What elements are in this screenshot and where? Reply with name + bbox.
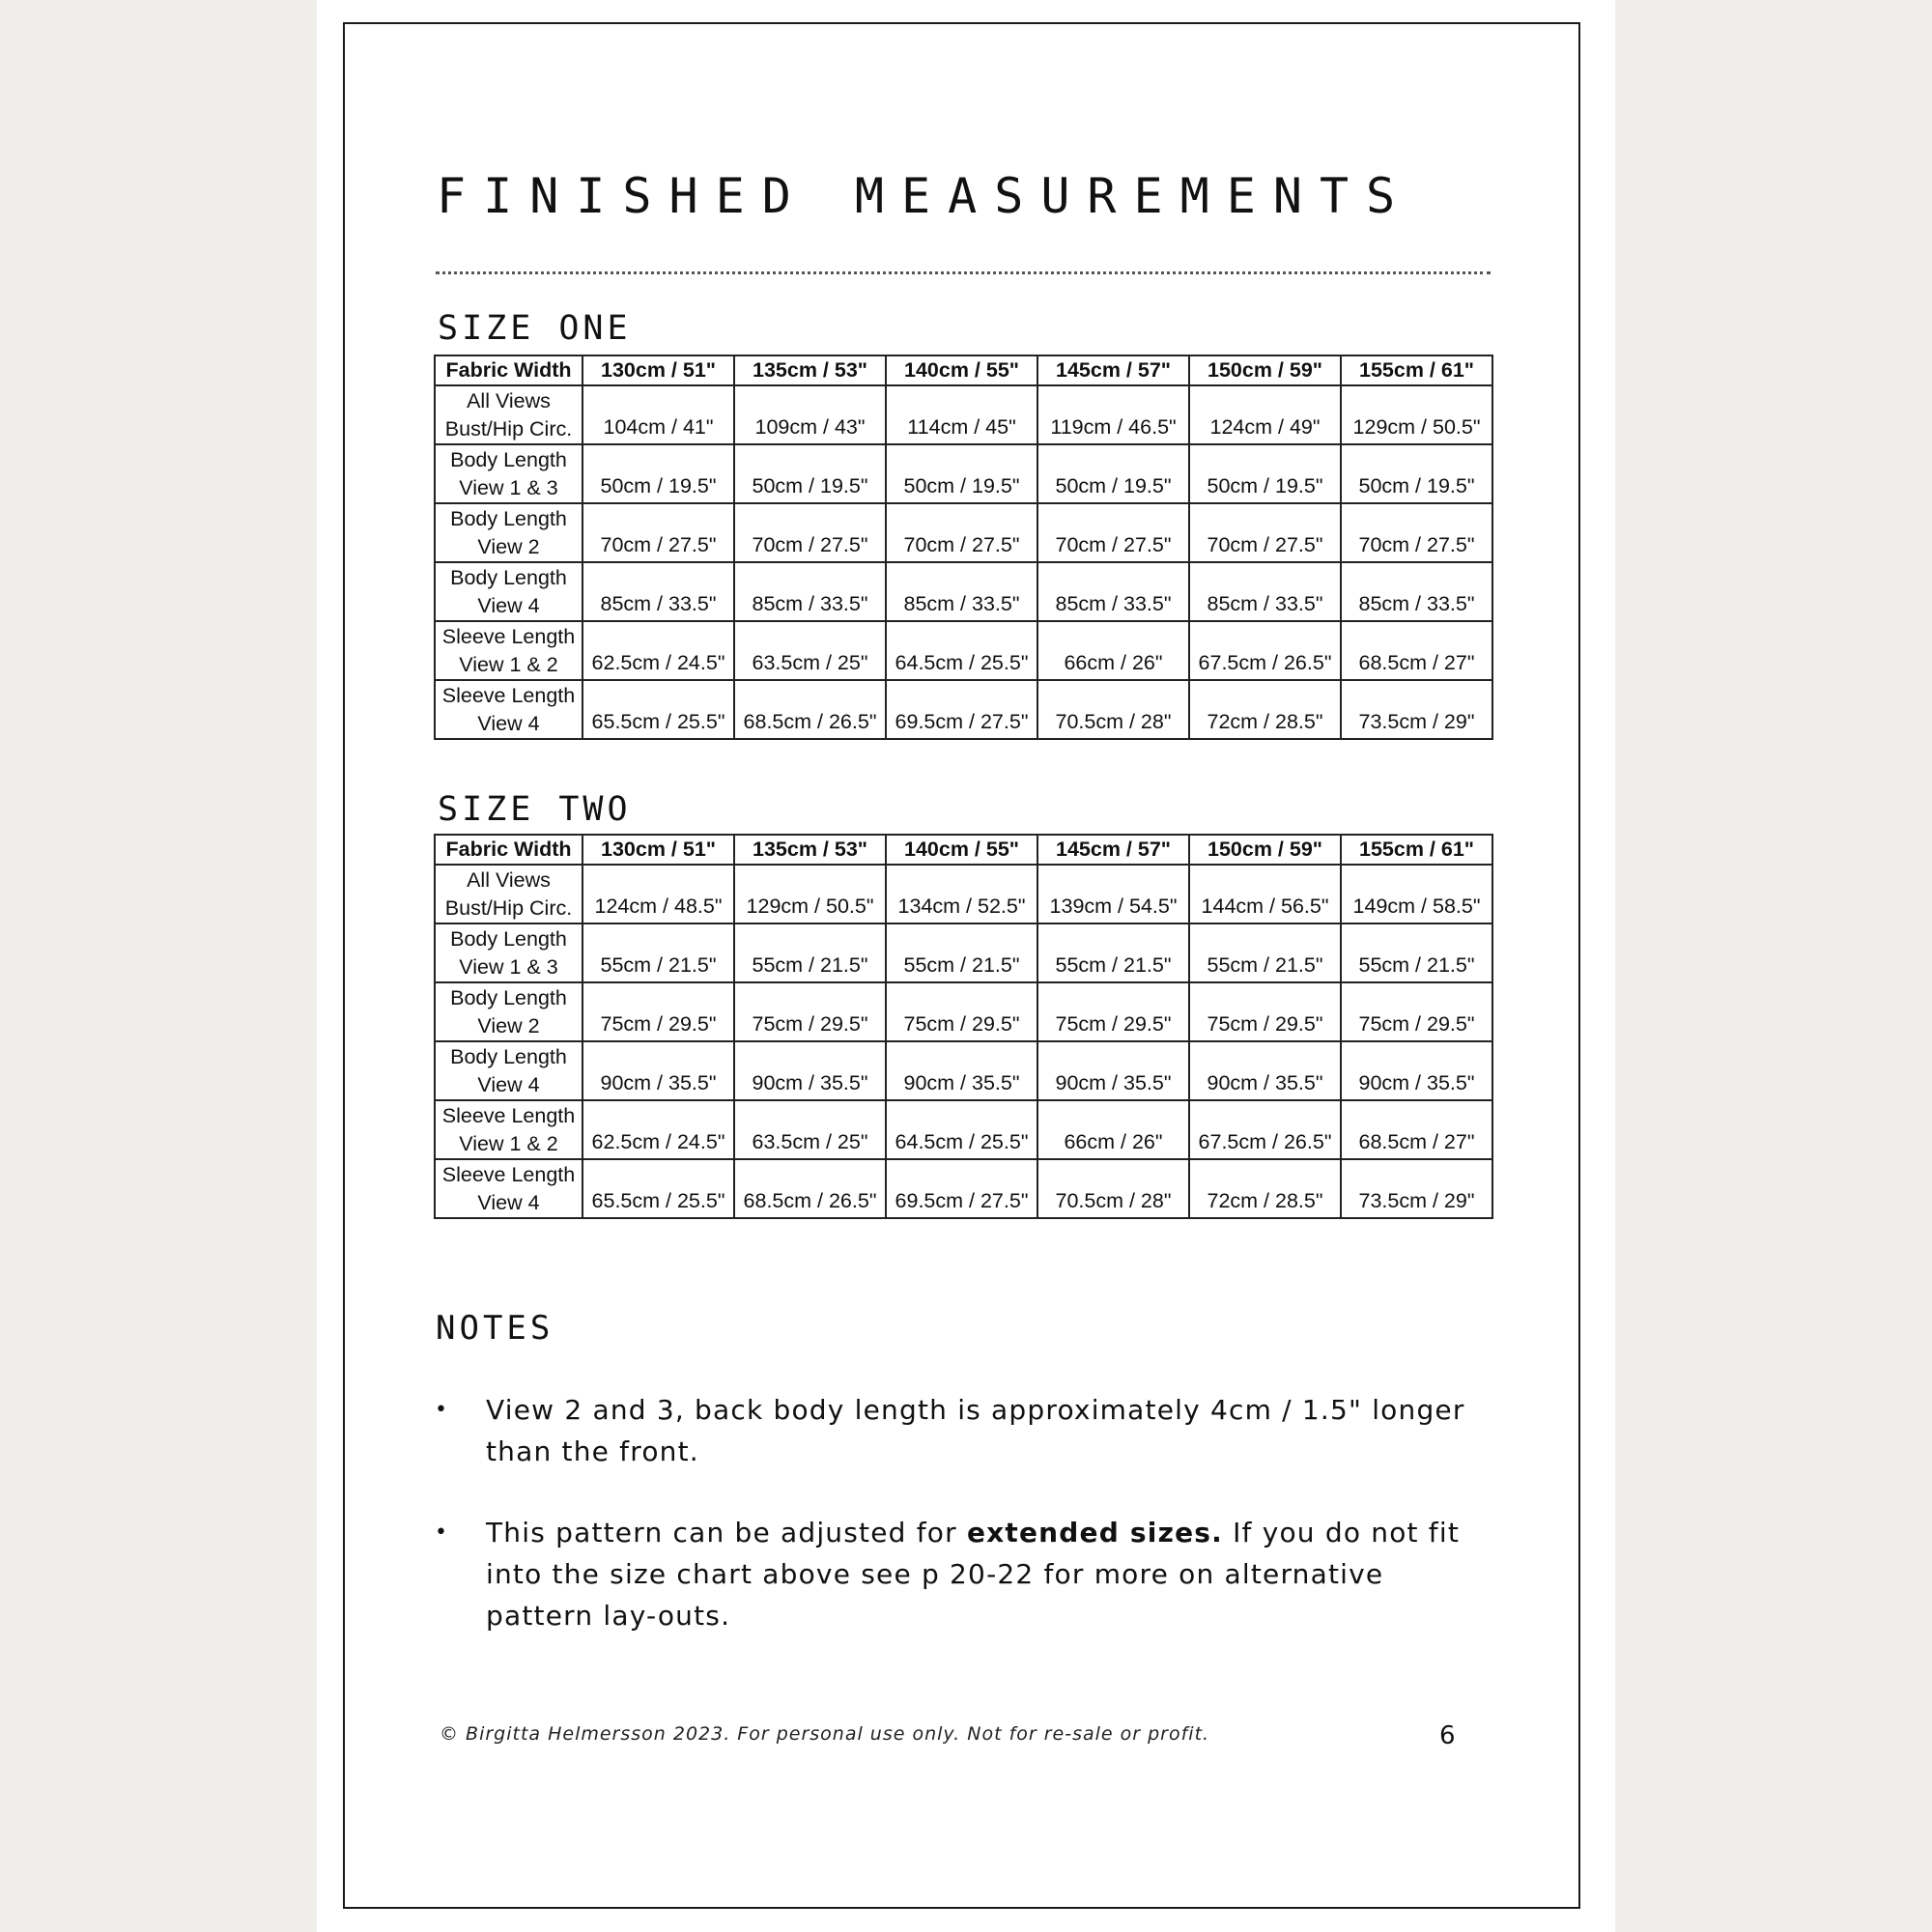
header-fabric-width-value: 135cm / 53" [734, 835, 886, 865]
header-fabric-width-value: 155cm / 61" [1341, 835, 1492, 865]
row-label [435, 503, 582, 562]
table-cell: 70cm / 27.5" [734, 503, 886, 562]
table-cell: 70.5cm / 28" [1037, 680, 1189, 739]
row-label [435, 1100, 582, 1159]
bullet-icon: • [435, 1398, 449, 1422]
note-text-part: View 2 and 3, back body length is approximately 4cm / 1.5" longer than the front. [486, 1394, 1465, 1467]
row-label-line: View 2 [477, 1013, 540, 1037]
row-label-line: Body Length [450, 1044, 567, 1068]
table-cell: 149cm / 58.5" [1341, 865, 1492, 923]
header-fabric-width-value: 140cm / 55" [886, 835, 1037, 865]
row-label-line: View 1 & 3 [459, 475, 558, 499]
table-cell: 90cm / 35.5" [1341, 1041, 1492, 1100]
table-cell: 139cm / 54.5" [1037, 865, 1189, 923]
row-label [435, 923, 582, 982]
note-item [435, 1512, 1497, 1636]
table-cell: 75cm / 29.5" [734, 982, 886, 1041]
table-cell: 67.5cm / 26.5" [1189, 621, 1341, 680]
table-cell: 90cm / 35.5" [734, 1041, 886, 1100]
row-label-line: View 4 [477, 1190, 540, 1214]
table-cell: 129cm / 50.5" [734, 865, 886, 923]
table-cell: 55cm / 21.5" [1341, 923, 1492, 982]
row-label-line: Bust/Hip Circ. [444, 895, 573, 920]
table-cell: 64.5cm / 25.5" [886, 621, 1037, 680]
table-cell: 129cm / 50.5" [1341, 385, 1492, 444]
table-cell: 85cm / 33.5" [1037, 562, 1189, 621]
table-cell: 50cm / 19.5" [1341, 444, 1492, 503]
table-cell: 50cm / 19.5" [734, 444, 886, 503]
table-cell: 69.5cm / 27.5" [886, 1159, 1037, 1218]
row-label-line: Sleeve Length [441, 624, 576, 648]
table-cell: 62.5cm / 24.5" [582, 1100, 734, 1159]
table-cell: 64.5cm / 25.5" [886, 1100, 1037, 1159]
row-label-line: Sleeve Length [441, 683, 576, 707]
table-cell: 75cm / 29.5" [1189, 982, 1341, 1041]
row-label-line: View 1 & 2 [459, 1131, 558, 1155]
table-cell: 63.5cm / 25" [734, 1100, 886, 1159]
row-label-line: Body Length [450, 565, 567, 589]
table-row [435, 1041, 1492, 1100]
table-cell: 134cm / 52.5" [886, 865, 1037, 923]
header-fabric-width-value: 150cm / 59" [1189, 835, 1341, 865]
notes-heading: NOTES [436, 1309, 554, 1348]
header-fabric-width-value: 155cm / 61" [1341, 355, 1492, 385]
row-label-line: Sleeve Length [441, 1103, 576, 1127]
row-label-line: View 1 & 2 [459, 652, 558, 676]
table-cell: 124cm / 49" [1189, 385, 1341, 444]
table-row [435, 1100, 1492, 1159]
table-cell: 90cm / 35.5" [886, 1041, 1037, 1100]
header-fabric-width-value: 145cm / 57" [1037, 355, 1189, 385]
table-cell: 65.5cm / 25.5" [582, 1159, 734, 1218]
row-label [435, 1041, 582, 1100]
page-number: 6 [1439, 1721, 1456, 1750]
row-label-line: All Views [467, 388, 551, 412]
table-cell: 66cm / 26" [1037, 621, 1189, 680]
table-cell: 70cm / 27.5" [886, 503, 1037, 562]
table-cell: 72cm / 28.5" [1189, 1159, 1341, 1218]
row-label-line: Body Length [450, 447, 567, 471]
table-cell: 62.5cm / 24.5" [582, 621, 734, 680]
row-label-line: View 1 & 3 [459, 954, 558, 979]
table-cell: 68.5cm / 26.5" [734, 680, 886, 739]
row-label-line: Body Length [450, 506, 567, 530]
row-label [435, 680, 582, 739]
table-row [435, 385, 1492, 444]
row-label [435, 562, 582, 621]
header-fabric-width-value: 135cm / 53" [734, 355, 886, 385]
row-label-line: Bust/Hip Circ. [444, 416, 573, 440]
table-cell: 50cm / 19.5" [1037, 444, 1189, 503]
row-label-line: Body Length [450, 926, 567, 951]
table-cell: 68.5cm / 27" [1341, 621, 1492, 680]
table-cell: 68.5cm / 26.5" [734, 1159, 886, 1218]
header-fabric-width-value: 150cm / 59" [1189, 355, 1341, 385]
dotted-divider [436, 271, 1491, 274]
page-title: FINISHED MEASUREMENTS [437, 168, 1413, 224]
table-row [435, 982, 1492, 1041]
table-row [435, 621, 1492, 680]
size-one-heading: SIZE ONE [438, 309, 632, 348]
row-label-line: View 4 [477, 1072, 540, 1096]
table-cell: 90cm / 35.5" [582, 1041, 734, 1100]
table-cell: 72cm / 28.5" [1189, 680, 1341, 739]
table-cell: 70cm / 27.5" [1037, 503, 1189, 562]
header-fabric-width-value: 140cm / 55" [886, 355, 1037, 385]
table-cell: 55cm / 21.5" [734, 923, 886, 982]
row-label [435, 385, 582, 444]
table-cell: 50cm / 19.5" [886, 444, 1037, 503]
table-cell: 85cm / 33.5" [582, 562, 734, 621]
table-cell: 50cm / 19.5" [1189, 444, 1341, 503]
table-cell: 70cm / 27.5" [1189, 503, 1341, 562]
note-emphasis: extended sizes. [966, 1517, 1223, 1548]
row-label [435, 1159, 582, 1218]
table-cell: 68.5cm / 27" [1341, 1100, 1492, 1159]
table-cell: 104cm / 41" [582, 385, 734, 444]
note-text [486, 1512, 1497, 1636]
table-cell: 50cm / 19.5" [582, 444, 734, 503]
table-row [435, 444, 1492, 503]
row-label-line: View 2 [477, 534, 540, 558]
size-two-heading: SIZE TWO [438, 790, 632, 829]
table-row [435, 1159, 1492, 1218]
table-row [435, 562, 1492, 621]
note-text-part: This pattern can be adjusted for [486, 1517, 967, 1548]
row-label [435, 865, 582, 923]
table-row [435, 923, 1492, 982]
table-cell: 75cm / 29.5" [886, 982, 1037, 1041]
size-one-table [434, 355, 1493, 740]
table-row [435, 680, 1492, 739]
table-cell: 109cm / 43" [734, 385, 886, 444]
table-cell: 67.5cm / 26.5" [1189, 1100, 1341, 1159]
row-label-line: Body Length [450, 985, 567, 1009]
table-cell: 73.5cm / 29" [1341, 1159, 1492, 1218]
table-header-row [435, 355, 1492, 385]
row-label-line: All Views [467, 867, 551, 892]
table-cell: 144cm / 56.5" [1189, 865, 1341, 923]
bullet-icon: • [435, 1520, 449, 1545]
size-two-table [434, 834, 1493, 1219]
row-label [435, 621, 582, 680]
table-cell: 75cm / 29.5" [1341, 982, 1492, 1041]
header-fabric-width-value: 130cm / 51" [582, 835, 734, 865]
table-cell: 85cm / 33.5" [886, 562, 1037, 621]
row-label-line: View 4 [477, 711, 540, 735]
table-cell: 90cm / 35.5" [1189, 1041, 1341, 1100]
note-item [435, 1389, 1497, 1472]
row-label [435, 444, 582, 503]
table-cell: 75cm / 29.5" [1037, 982, 1189, 1041]
table-cell: 90cm / 35.5" [1037, 1041, 1189, 1100]
table-cell: 65.5cm / 25.5" [582, 680, 734, 739]
header-fabric-width: Fabric Width [435, 355, 582, 385]
table-cell: 70cm / 27.5" [1341, 503, 1492, 562]
row-label-line: Sleeve Length [441, 1162, 576, 1186]
header-fabric-width-value: 145cm / 57" [1037, 835, 1189, 865]
table-cell: 70cm / 27.5" [582, 503, 734, 562]
table-cell: 85cm / 33.5" [1341, 562, 1492, 621]
table-cell: 85cm / 33.5" [1189, 562, 1341, 621]
table-cell: 114cm / 45" [886, 385, 1037, 444]
note-text [486, 1389, 1497, 1472]
table-cell: 55cm / 21.5" [1189, 923, 1341, 982]
table-cell: 55cm / 21.5" [1037, 923, 1189, 982]
table-cell: 124cm / 48.5" [582, 865, 734, 923]
table-header-row [435, 835, 1492, 865]
row-label [435, 982, 582, 1041]
table-row [435, 503, 1492, 562]
table-cell: 55cm / 21.5" [886, 923, 1037, 982]
copyright-footer: © Birgitta Helmersson 2023. For personal use only. Not for re-sale or profit. [440, 1723, 1210, 1745]
note-text-part: If you do not fit into the size chart above see p 20-22 for more on alternative pattern lay-outs. [486, 1517, 1461, 1632]
table-cell: 75cm / 29.5" [582, 982, 734, 1041]
header-fabric-width-value: 130cm / 51" [582, 355, 734, 385]
table-cell: 73.5cm / 29" [1341, 680, 1492, 739]
header-fabric-width: Fabric Width [435, 835, 582, 865]
table-row [435, 865, 1492, 923]
table-cell: 85cm / 33.5" [734, 562, 886, 621]
table-cell: 55cm / 21.5" [582, 923, 734, 982]
row-label-line: View 4 [477, 593, 540, 617]
table-cell: 66cm / 26" [1037, 1100, 1189, 1159]
table-cell: 70.5cm / 28" [1037, 1159, 1189, 1218]
table-cell: 119cm / 46.5" [1037, 385, 1189, 444]
table-cell: 63.5cm / 25" [734, 621, 886, 680]
table-cell: 69.5cm / 27.5" [886, 680, 1037, 739]
